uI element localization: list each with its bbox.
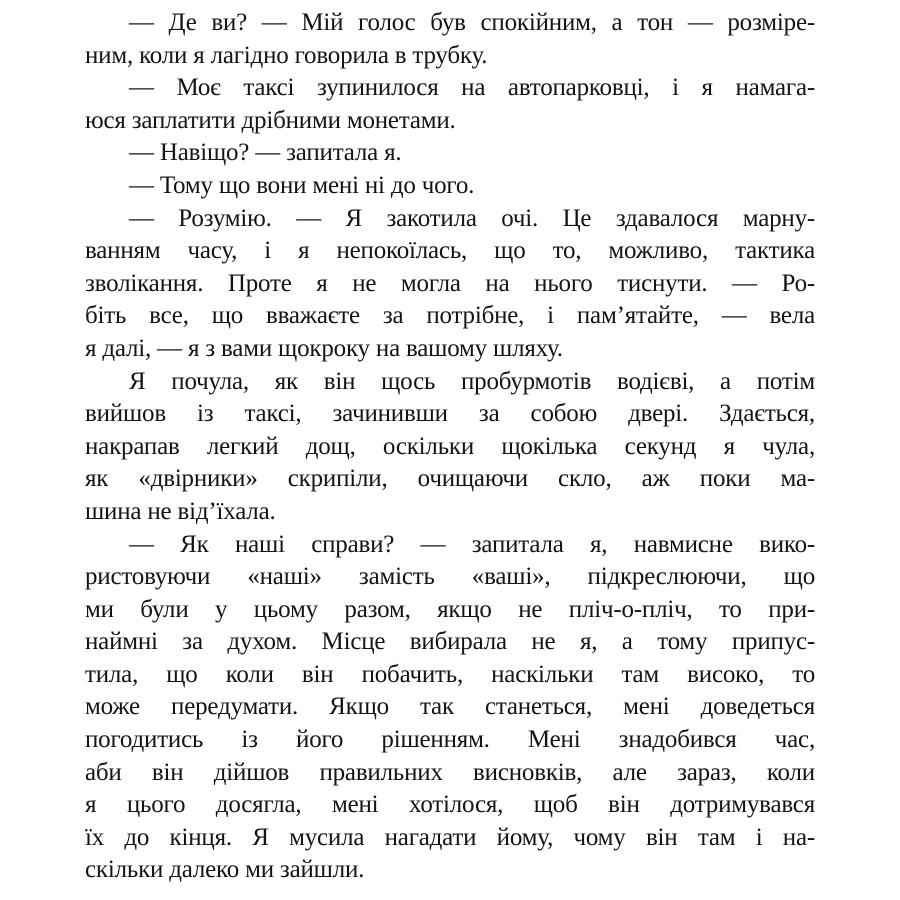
text-line: ристовуючи «наші» замість «ваші», підкреслюючи, що [85,563,815,591]
text-line: ванням часу, і я непокоїлась, що то, можливо, тактика [85,237,815,265]
text-line: як «двірники» скрипіли, очищаючи скло, аж поки ма- [85,465,815,493]
text-line: — Тому що вони мені ні до чого. [129,171,475,199]
text-line: юся заплатити дрібними монетами. [85,106,456,134]
text-line: — Де ви? — Мій голос був спокійним, а тон — розміре- [129,9,815,36]
text-line: вийшов із таксі, зачинивши за собою двері. Здається, [85,400,815,428]
text-line: тила, що коли він побачить, наскільки там високо, то [85,660,815,688]
text-line: Я почула, як він щось пробурмотів водієві, а потім [129,367,815,395]
text-line: — Як наші справи? — запитала я, навмисне вико- [129,530,815,558]
text-line: скільки далеко ми зайшли. [85,856,365,884]
text-line: аби він дійшов правильних висновків, але зараз, коли [85,758,815,786]
text-line: погодитись із його рішенням. Мені знадобився час, [85,726,815,754]
text-line: накрапав легкий дощ, оскільки щокілька секунд я чула, [85,432,815,460]
text-line: їх до кінця. Я мусила нагадати йому, чому він там і на- [85,823,815,851]
text-line: — Розумію. — Я закотила очі. Це здавалося марну- [129,204,815,232]
text-line: — Навіщо? — запитала я. [129,139,402,167]
text-line: шина не від’їхала. [85,497,276,525]
text-line: ми були у цьому разом, якщо не пліч-о-пліч, то при- [85,595,815,623]
text-line: — Моє таксі зупинилося на автопарковці, і я намага- [129,74,815,102]
text-line: я далі, — я з вами щокроку на вашому шляху. [85,334,563,362]
text-line: може передумати. Якщо так станеться, мені доведеться [85,693,815,721]
text-line: ним, коли я лагідно говорила в трубку. [85,41,488,69]
text-line: я цього досягла, мені хотілося, щоб він дотримувався [85,791,815,819]
text-line: зволікання. Проте я не могла на нього тиснути. — Ро- [85,269,815,297]
text-line: наймні за духом. Місце вибирала не я, а тому припус- [85,628,815,656]
text-line: біть все, що вважаєте за потрібне, і пам’ятайте, — вела [85,302,815,330]
